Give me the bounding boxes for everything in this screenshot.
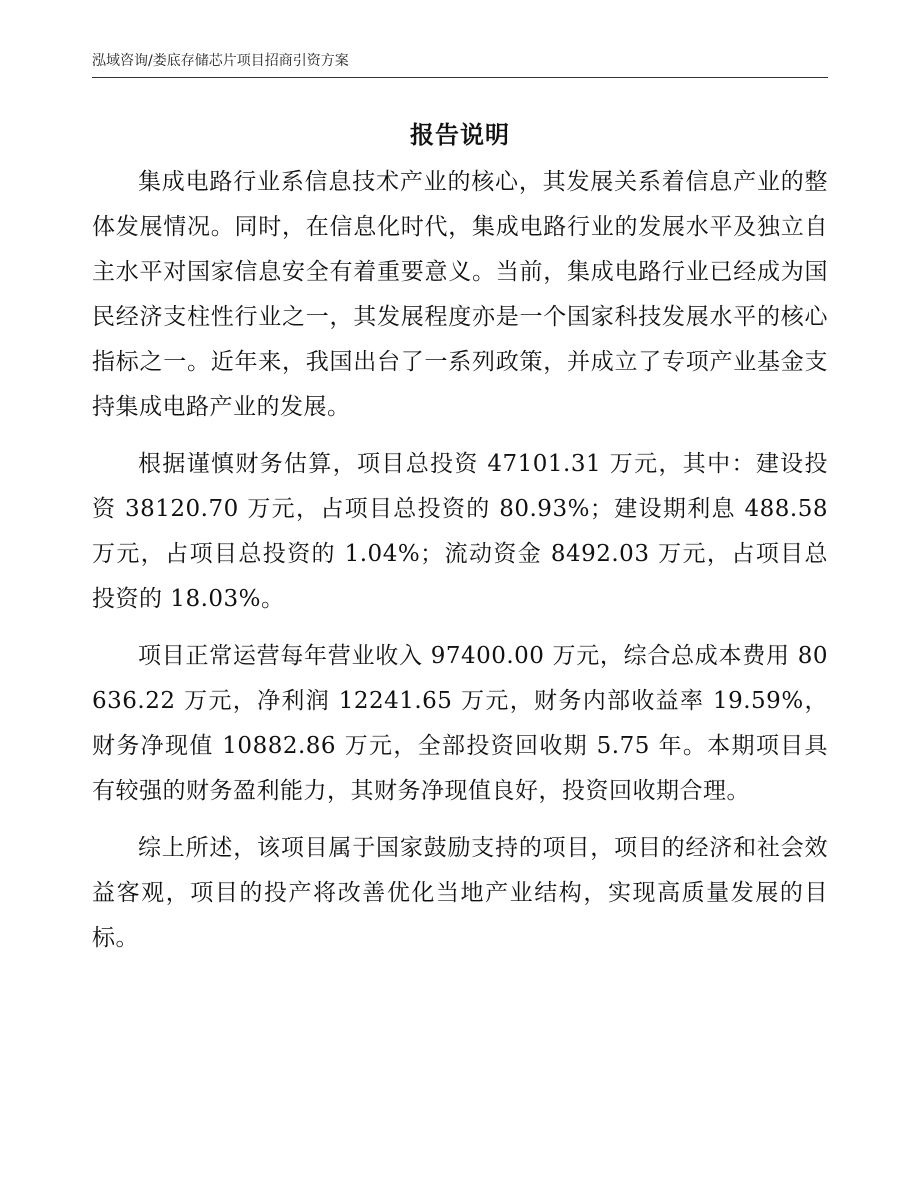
- paragraph-industry-background: 集成电路行业系信息技术产业的核心，其发展关系着信息产业的整体发展情况。同时，在信息化时代，集成电路行业的发展水平及独立自主水平对国家信息安全有着重要意义。当前，集成电路行业已经成为国民经济支柱性行业之一，其发展程度亦是一个国家科技发展水平的核心指标之一。近年来，我国出台了一系列政策，并成立了专项产业基金支持集成电路产业的发展。: [92, 169, 828, 420]
- report-body: [92, 160, 828, 973]
- running-header: 泓域咨询/娄底存储芯片项目招商引资方案: [92, 53, 349, 69]
- paragraph-investment-estimate: 根据谨慎财务估算，项目总投资 47101.31 万元，其中：建设投资 38120.70 万元，占项目总投资的 80.93%；建设期利息 488.58 万元，占项目总投资的 1.04%；流动资金 8492.03 万元，占项目总投资的 18.03%。: [92, 451, 828, 612]
- header-divider: [92, 77, 828, 78]
- paragraph-financial-returns: 项目正常运营每年营业收入 97400.00 万元，综合总成本费用 80636.22 万元，净利润 12241.65 万元，财务内部收益率 19.59%，财务净现值 10882.86 万元，全部投资回收期 5.75 年。本期项目具有较强的财务盈利能力，其财务净现值良好，投资回收期合理。: [92, 643, 828, 804]
- paragraph-conclusion: 综上所述，该项目属于国家鼓励支持的项目，项目的经济和社会效益客观，项目的投产将改善优化当地产业结构，实现高质量发展的目标。: [92, 835, 828, 951]
- page-title: 报告说明: [410, 121, 510, 149]
